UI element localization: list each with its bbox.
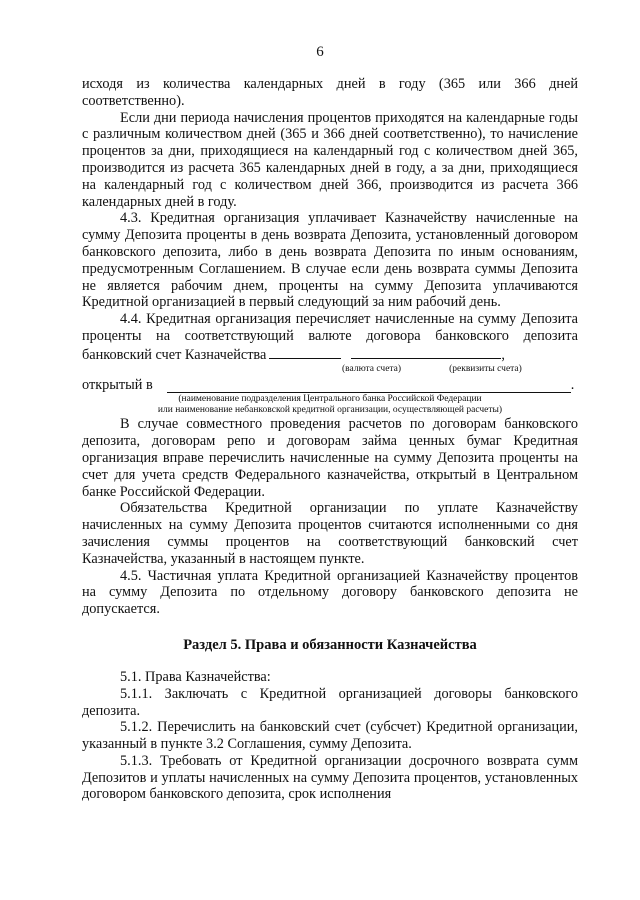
- opened-in-label: открытый в: [82, 376, 153, 393]
- page-number: 6: [316, 44, 324, 60]
- comma: ,: [501, 346, 505, 363]
- paragraph-4-4: [82, 311, 578, 363]
- currency-field-line: [269, 345, 341, 359]
- branch-caption-line-2: или наименование небанковской кредитной организации, осуществляющей расчеты): [157, 405, 503, 416]
- period: .: [570, 376, 575, 393]
- caption-currency: (валюта счета): [342, 363, 402, 374]
- paragraph-4-4-text: 4.4. Кредитная организация перечисляет начисленные на сумму Депозита проценты на соответствующий валюте договора банковского депозита банковский счет Казначейства: [82, 311, 578, 363]
- caption-requisites: (реквизиты счета): [449, 363, 522, 374]
- requisites-field-line: [351, 345, 501, 359]
- spacer: [82, 618, 578, 637]
- paragraph-different-years: Если дни периода начисления процентов приходятся на календарные годы с различным количеством дней (365 и 366 дней соответственно), то начисление процентов за дни, приходящиеся на календарный год с количеством дней 365, производится из расчета 365 календарных дней в году, а за дни, приходящиеся на календарный год с количеством дней 366, производится из расчета 366 календарных дней в году.: [82, 109, 578, 210]
- paragraph-interest-basis: исходя из количества календарных дней в году (365 или 366 дней соответственно).: [82, 76, 578, 109]
- paragraph-5-1: 5.1. Права Казначейства:: [120, 668, 271, 685]
- branch-field-line: [167, 379, 571, 393]
- branch-caption-line-1: (наименование подразделения Центрального банка Российской Федерации: [178, 394, 482, 405]
- branch-caption: [82, 394, 578, 416]
- paragraph-4-3: 4.3. Кредитная организация уплачивает Казначейству начисленные на сумму Депозита проценты в день возврата Депозита, установленный договором банковского депозита, либо в день возврата Депозита по иным основаниям, предусмотренным Соглашением. В случае если день возврата суммы Депозита не является рабочим днем, проценты на сумму Депозита уплачиваются Кредитной организацией в первый следующий за ним рабочий день.: [82, 210, 578, 311]
- document-body: [82, 76, 578, 803]
- spacer: [82, 654, 578, 669]
- opened-in-row: [82, 377, 578, 394]
- paragraph-5-1-1: 5.1.1. Заключать с Кредитной организацией договоры банковского депозита.: [82, 685, 578, 719]
- paragraph-obligations: Обязательства Кредитной организации по уплате Казначейству начисленных на сумму Депозита процентов считаются исполненными со дня зачисления суммы процентов на соответствующий банковский счет Казначейства, указанный в настоящем пункте.: [82, 500, 578, 567]
- section-title: Раздел 5. Права и обязанности Казначейства: [183, 636, 477, 653]
- paragraph-4-5: 4.5. Частичная уплата Кредитной организацией Казначейству процентов на сумму Депозита по отдельному договору банковского депозита не допускается.: [82, 567, 578, 618]
- paragraph-5-1-3: 5.1.3. Требовать от Кредитной организации досрочного возврата сумм Депозитов и уплаты начисленных на сумму Депозита процентов, установленных договором банковского депозита, срок исполнения: [82, 752, 578, 803]
- paragraph-joint-settlement: В случае совместного проведения расчетов по договорам банковского депозита, договорам репо и договорам займа ценных бумаг Кредитная организация вправе перечислить начисленные на сумму Депозита проценты на счет для учета средств Федерального казначейства, открытый в Центральном банке Российской Федерации.: [82, 416, 578, 500]
- account-captions: [82, 364, 578, 375]
- paragraph-5-1-2: 5.1.2. Перечислить на банковский счет (субсчет) Кредитной организации, указанный в пункте 3.2 Соглашения, сумму Депозита.: [82, 719, 578, 753]
